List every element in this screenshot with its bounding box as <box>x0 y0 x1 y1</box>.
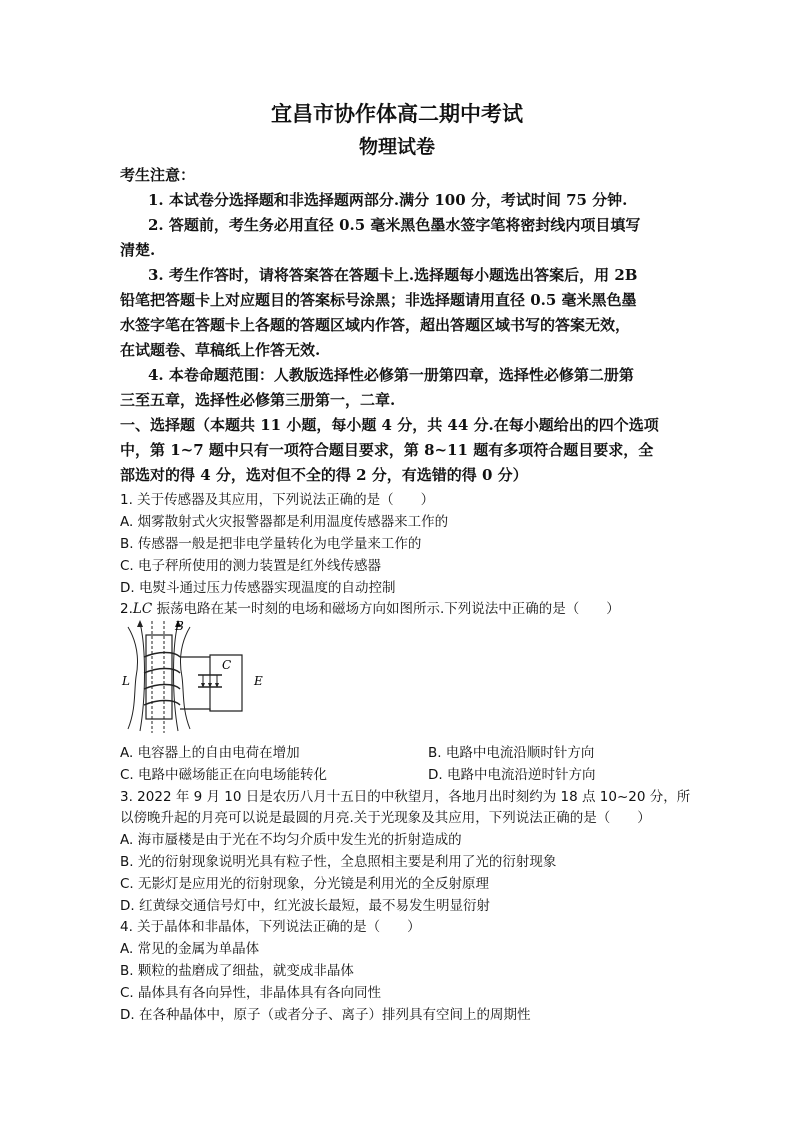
question-1-option-a: A. 烟雾散射式火灾报警器都是利用温度传感器来工作的 <box>120 514 449 530</box>
notice-line: 4. 本卷命题范围：人教版选择性必修第一册第四章，选择性必修第二册第 <box>148 366 634 384</box>
notice-line: 3. 考生作答时，请将答案答在答题卡上.选择题每小题选出答案后，用 2B <box>148 266 638 284</box>
notice-line: 三至五章，选择性必修第三册第一，二章. <box>120 391 396 409</box>
question-4-option-d: D. 在各种晶体中，原子（或者分子、离子）排列具有空间上的周期性 <box>120 1007 531 1023</box>
question-1-stem: 1. 关于传感器及其应用，下列说法正确的是（ ） <box>120 492 435 508</box>
question-1-option-d: D. 电熨斗通过压力传感器实现温度的自动控制 <box>120 580 396 596</box>
question-2-option-a: A. 电容器上的自由电荷在增加 <box>120 745 300 761</box>
question-3-option-c: C. 无影灯是应用光的衍射现象，分光镜是利用光的全反射原理 <box>120 876 490 892</box>
notice-line: 铅笔把答题卡上对应题目的答案标号涂黑；非选择题请用直径 0.5 毫米黑色墨 <box>120 291 637 309</box>
notice-line: 水签字笔在答题卡上各题的答题区域内作答，超出答题区域书写的答案无效， <box>120 316 631 334</box>
notice-line: 2. 答题前，考生务必用直径 0.5 毫米黑色墨水签字笔将密封线内项目填写 <box>148 216 641 234</box>
question-3-stem-cont: 以傍晚升起的月亮可以说是最圆的月亮.关于光现象及其应用，下列说法正确的是（ ） <box>120 810 651 826</box>
question-2-stem-text: 振荡电路在某一时刻的电场和磁场方向如图所示.下列说法中正确的是（ ） <box>152 601 620 617</box>
exam-title: 宜昌市协作体高二期中考试 <box>271 101 523 126</box>
lc-circuit-diagram <box>118 617 268 737</box>
label-b: B <box>175 619 184 633</box>
question-1-option-c: C. 电子秤所使用的测力装置是红外线传感器 <box>120 558 382 574</box>
question-4-option-b: B. 颗粒的盐磨成了细盐，就变成非晶体 <box>120 963 354 979</box>
question-1-option-b: B. 传感器一般是把非电学量转化为电学量来工作的 <box>120 536 422 552</box>
question-4-stem: 4. 关于晶体和非晶体，下列说法正确的是（ ） <box>120 919 421 935</box>
question-3-option-b: B. 光的衍射现象说明光具有粒子性，全息照相主要是利用了光的衍射现象 <box>120 854 557 870</box>
section-heading-line: 中，第 1~7 题中只有一项符合题目要求，第 8~11 题有多项符合题目要求，全 <box>120 441 654 459</box>
question-2-option-d: D. 电路中电流沿逆时针方向 <box>428 767 596 783</box>
label-e: E <box>254 674 263 688</box>
exam-subtitle: 物理试卷 <box>358 136 435 158</box>
label-c: C <box>222 658 232 672</box>
b-arrow-icon <box>137 620 143 627</box>
notice-line: 清楚. <box>120 241 156 259</box>
question-3-option-a: A. 海市蜃楼是由于光在不均匀介质中发生光的折射造成的 <box>120 832 462 848</box>
question-2-stem <box>120 597 620 617</box>
question-3-stem: 3. 2022 年 9 月 10 日是农历八月十五日的中秋望月，各地月出时刻约为 18 点 10~20 分，所 <box>120 789 691 805</box>
magnetic-field-lines <box>128 621 190 733</box>
section-heading-line: 一、选择题（本题共 11 小题，每小题 4 分，共 44 分.在每小题给出的四个选项 <box>120 416 659 434</box>
label-l: L <box>122 674 130 688</box>
notice-heading: 考生注意： <box>120 166 196 184</box>
question-2-option-c: C. 电路中磁场能正在向电场能转化 <box>120 767 328 783</box>
notice-line: 在试题卷、草稿纸上作答无效. <box>120 341 321 359</box>
notice-line: 1. 本试卷分选择题和非选择题两部分.满分 100 分，考试时间 75 分钟. <box>148 191 628 209</box>
coil-core <box>146 635 172 719</box>
question-4-option-a: A. 常见的金属为单晶体 <box>120 941 260 957</box>
question-2-option-b: B. 电路中电流沿顺时针方向 <box>428 745 595 761</box>
lc-symbol: LC <box>132 601 153 617</box>
section-heading-line: 部选对的得 4 分，选对但不全的得 2 分，有选错的得 0 分） <box>120 466 528 484</box>
question-3-option-d: D. 红黄绿交通信号灯中，红光波长最短，最不易发生明显衍射 <box>120 898 490 914</box>
question-2-number: 2. <box>120 601 133 617</box>
question-4-option-c: C. 晶体具有各向异性，非晶体具有各向同性 <box>120 985 382 1001</box>
